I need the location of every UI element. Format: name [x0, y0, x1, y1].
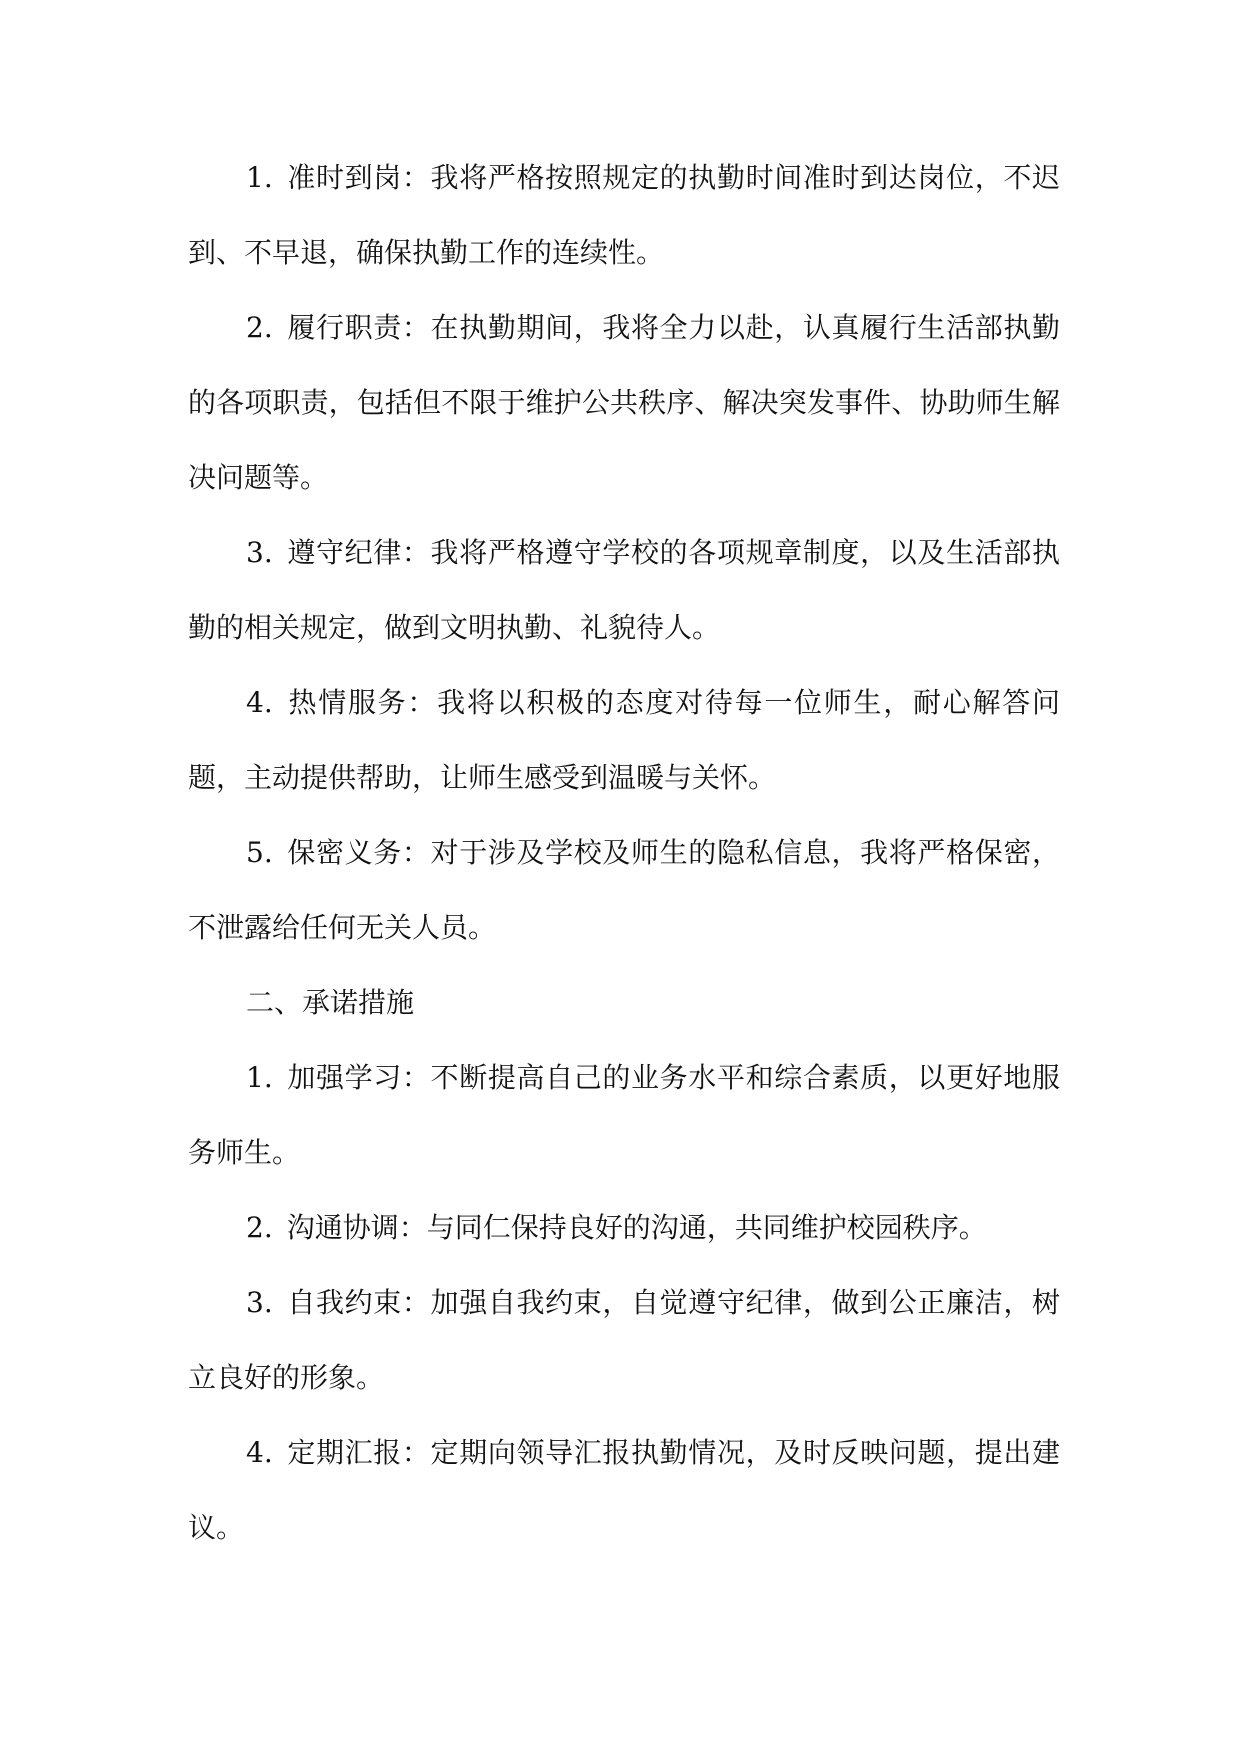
document-body — [188, 140, 1060, 1565]
item-text: 定期汇报：定期向领导汇报执勤情况，及时反映问题，提出建议。 — [188, 1436, 1060, 1544]
item-number: 3. — [246, 536, 273, 569]
commitment-item-1 — [188, 140, 1060, 290]
commitment-item-5 — [188, 815, 1060, 965]
section-heading: 二、承诺措施 — [246, 986, 415, 1019]
measure-item-2 — [188, 1190, 1060, 1265]
commitment-item-4 — [188, 665, 1060, 815]
commitment-item-3 — [188, 515, 1060, 665]
item-text: 加强学习：不断提高自己的业务水平和综合素质，以更好地服务师生。 — [188, 1061, 1060, 1169]
item-text: 履行职责：在执勤期间，我将全力以赴，认真履行生活部执勤的各项职责，包括但不限于维护公共秩序、解决突发事件、协助师生解决问题等。 — [188, 311, 1060, 494]
item-number: 4. — [246, 1436, 273, 1469]
item-number: 2. — [246, 311, 273, 344]
measure-item-4 — [188, 1415, 1060, 1565]
measure-item-1 — [188, 1040, 1060, 1190]
item-number: 4. — [246, 686, 273, 719]
commitment-item-2 — [188, 290, 1060, 515]
item-number: 5. — [246, 836, 273, 869]
item-number: 1. — [246, 1061, 273, 1094]
item-text: 准时到岗：我将严格按照规定的执勤时间准时到达岗位，不迟到、不早退，确保执勤工作的连续性。 — [188, 161, 1060, 269]
item-number: 3. — [246, 1286, 273, 1319]
item-text: 热情服务：我将以积极的态度对待每一位师生，耐心解答问题，主动提供帮助，让师生感受到温暖与关怀。 — [188, 686, 1060, 794]
item-text: 遵守纪律：我将严格遵守学校的各项规章制度，以及生活部执勤的相关规定，做到文明执勤、礼貌待人。 — [188, 536, 1060, 644]
measure-item-3 — [188, 1265, 1060, 1415]
item-number: 2. — [246, 1211, 273, 1244]
item-text: 自我约束：加强自我约束，自觉遵守纪律，做到公正廉洁，树立良好的形象。 — [188, 1286, 1060, 1394]
item-text: 保密义务：对于涉及学校及师生的隐私信息，我将严格保密，不泄露给任何无关人员。 — [188, 836, 1060, 944]
item-text: 沟通协调：与同仁保持良好的沟通，共同维护校园秩序。 — [286, 1211, 987, 1244]
item-number: 1. — [246, 161, 273, 194]
